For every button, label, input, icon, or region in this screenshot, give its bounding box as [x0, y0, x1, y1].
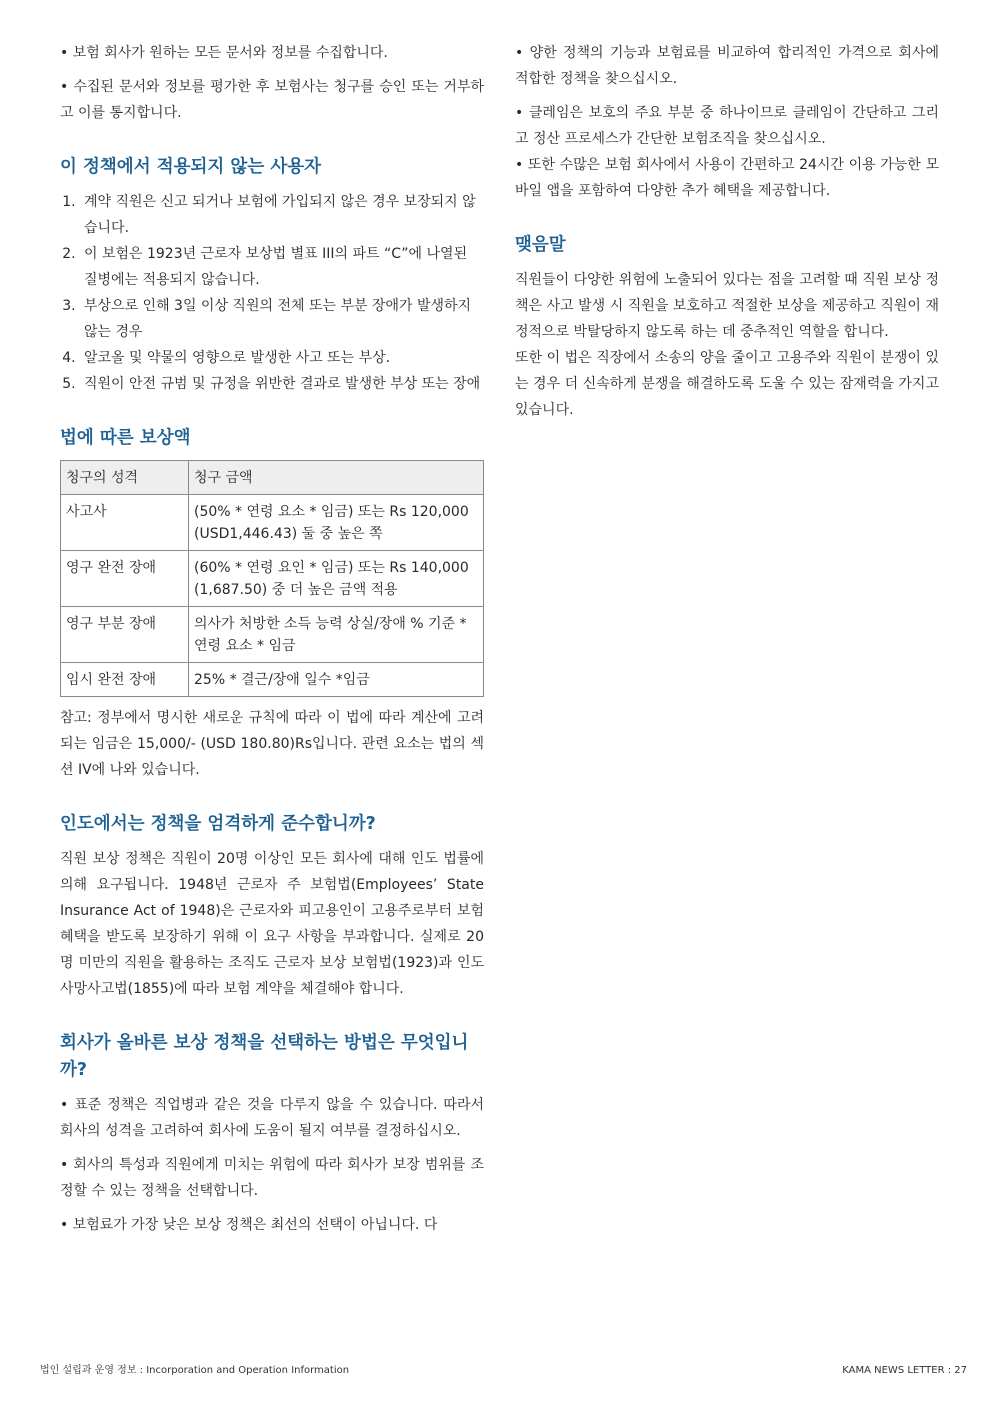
conclusion-paragraph-2: 또한 이 법은 직장에서 소송의 양을 줄이고 고용주와 직원이 분쟁이 있는 경우 더 신속하게 분쟁을 해결하도록 도울 수 있는 잠재력을 가지고 있습니다.	[515, 350, 939, 418]
footer-page-number: KAMA NEWS LETTER : 27	[842, 1365, 967, 1376]
table-cell: 영구 완전 장애	[61, 551, 189, 607]
table-row	[61, 663, 484, 697]
table-cell: 의사가 처방한 소득 능력 상실/장애 % 기준 * 연령 요소 * 임금	[189, 607, 484, 663]
left-column	[60, 40, 484, 1246]
section-heading-exclusions: 이 정책에서 적용되지 않는 사용자	[60, 157, 322, 177]
footer-section-label: 법인 설립과 운영 정보 : Incorporation and Operation Information	[40, 1365, 350, 1376]
table-cell: (60% * 연령 요인 * 임금) 또는 Rs 140,000 (1,687.50) 중 더 높은 금액 적용	[189, 551, 484, 607]
table-cell: 임시 완전 장애	[61, 663, 189, 697]
right-bullet-1: • 클레임은 보호의 주요 부분 중 하나이므로 클레임이 간단하고 그리고 정산 프로세스가 간단한 보험조직을 찾으십시오.	[515, 100, 939, 152]
list-item: 4. 알코올 및 약물의 영향으로 발생한 사고 또는 부상.	[80, 345, 484, 371]
table-cell: 사고사	[61, 495, 189, 551]
right-bullet-2: • 또한 수많은 보험 회사에서 사용이 간편하고 24시간 이용 가능한 모바일 앱을 포함하여 다양한 추가 혜택을 제공합니다.	[515, 152, 939, 204]
section-heading-compliance: 인도에서는 정책을 엄격하게 준수합니까?	[60, 814, 376, 834]
table-cell: 25% * 결근/장애 일수 *임금	[189, 663, 484, 697]
choosing-bullet-3: • 보험료가 가장 낮은 보상 정책은 최선의 선택이 아닙니다. 다	[60, 1212, 484, 1238]
table-header-row	[61, 461, 484, 495]
table-row	[61, 607, 484, 663]
conclusion-paragraph-1: 직원들이 다양한 위험에 노출되어 있다는 점을 고려할 때 직원 보상 정책은 사고 발생 시 직원을 보호하고 적절한 보상을 제공하고 직원이 재정적으로 박탈당하지 않도록 하는 데 중추적인 역할을 합니다.	[515, 272, 939, 340]
list-item: 1. 계약 직원은 신고 되거나 보험에 가입되지 않은 경우 보장되지 않습니다.	[80, 189, 484, 241]
choosing-bullet-1: • 표준 정책은 직업병과 같은 것을 다루지 않을 수 있습니다. 따라서 회사의 성격을 고려하여 회사에 도움이 될지 여부를 결정하십시오.	[60, 1092, 484, 1144]
compliance-paragraph: 직원 보상 정책은 직원이 20명 이상인 모든 회사에 대해 인도 법률에 의해 요구됩니다. 1948년 근로자 주 보험법(Employees’ State Insurance Act of 1948)은 근로자와 피고용인이 고용주로부터 보험 혜택을 받도록 보장하기 위해 이 요구 사항을 부과합니다. 실제로 20명 미만의 직원을 활용하는 조직도 근로자 보상 보험법(1923)과 인도 사망사고법(1855)에 따라 보험 계약을 체결해야 합니다.	[60, 851, 484, 997]
table-header-cell: 청구 금액	[189, 461, 484, 495]
continuation-paragraph: • 양한 정책의 기능과 보험료를 비교하여 합리적인 가격으로 회사에 적합한 정책을 찾으십시오.	[515, 40, 939, 92]
section-heading-choosing-policy: 회사가 올바른 보상 정책을 선택하는 방법은 무엇입니까?	[60, 1033, 469, 1080]
list-item: 5. 직원이 안전 규범 및 규정을 위반한 결과로 발생한 부상 또는 장애	[80, 371, 484, 397]
list-item: 3. 부상으로 인해 3일 이상 직원의 전체 또는 부분 장애가 발생하지 않는 경우	[80, 293, 484, 345]
table-row	[61, 495, 484, 551]
table-cell: 영구 부분 장애	[61, 607, 189, 663]
section-heading-compensation: 법에 따른 보상액	[60, 428, 191, 448]
table-cell: (50% * 연령 요소 * 임금) 또는 Rs 120,000 (USD1,446.43) 둘 중 높은 쪽	[189, 495, 484, 551]
list-item: 2. 이 보험은 1923년 근로자 보상법 별표 III의 파트 “C”에 나열된 질병에는 적용되지 않습니다.	[80, 241, 484, 293]
table-note: 참고: 정부에서 명시한 새로운 규칙에 따라 이 법에 따라 계산에 고려되는 임금은 15,000/- (USD 180.80)Rs입니다. 관련 요소는 법의 섹션 IV에 나와 있습니다.	[60, 710, 484, 778]
section-heading-conclusion: 맺음말	[515, 235, 566, 255]
intro-bullet-2: • 수집된 문서와 정보를 평가한 후 보험사는 청구를 승인 또는 거부하고 이를 통지합니다.	[60, 74, 484, 126]
table-row	[61, 551, 484, 607]
intro-bullet-1: • 보험 회사가 원하는 모든 문서와 정보를 수집합니다.	[60, 40, 484, 66]
exclusions-list	[60, 189, 484, 397]
choosing-bullet-2: • 회사의 특성과 직원에게 미치는 위험에 따라 회사가 보장 범위를 조정할 수 있는 정책을 선택합니다.	[60, 1152, 484, 1204]
table-header-cell: 청구의 성격	[61, 461, 189, 495]
right-column	[515, 40, 939, 423]
compensation-table	[60, 460, 484, 697]
